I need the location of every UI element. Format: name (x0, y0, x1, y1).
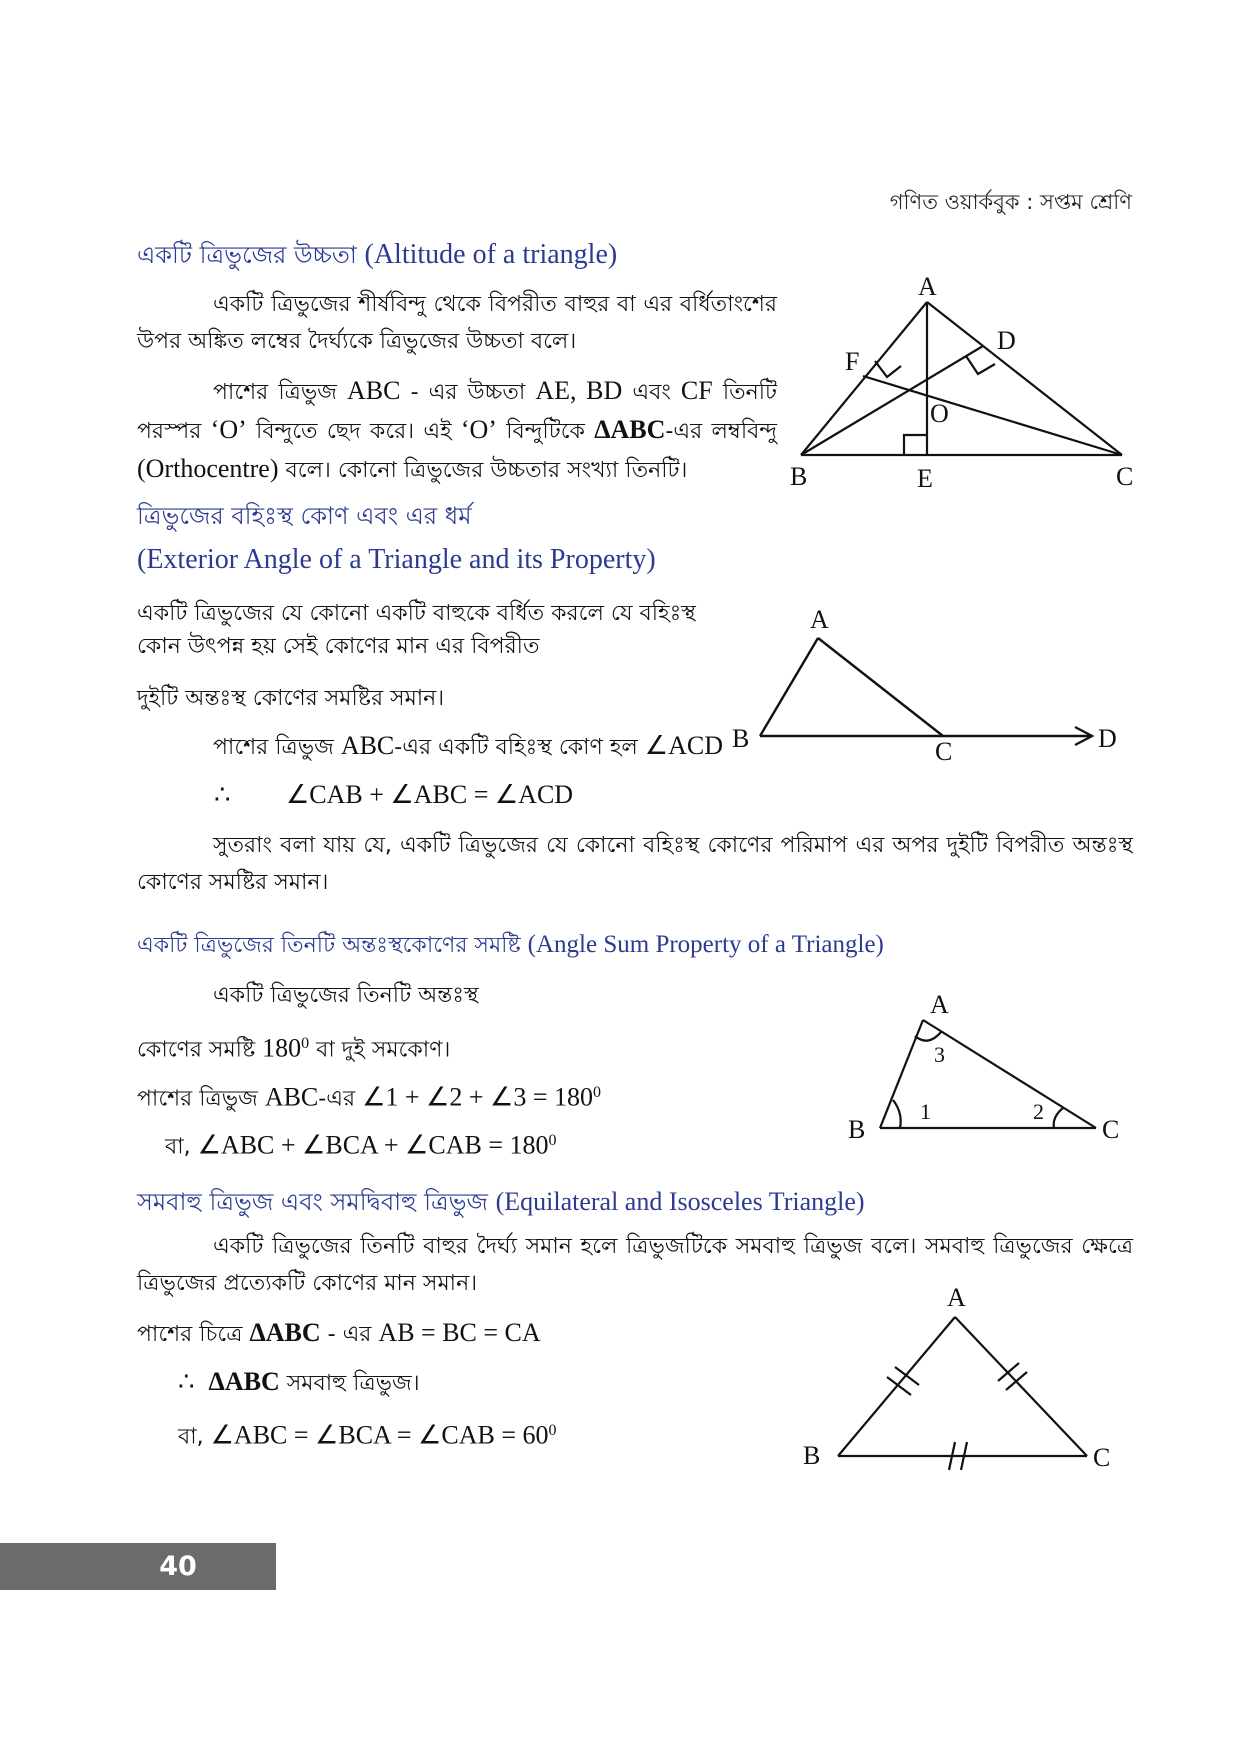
text-en: ABC (340, 731, 395, 760)
text-en: CF (680, 376, 713, 405)
text-en: ΔABC (208, 1367, 280, 1396)
text: -এর একটি বহিঃস্থ কোণ হল (394, 735, 638, 760)
angle-sum-line-4 (165, 1124, 557, 1164)
right-angle-d (966, 356, 995, 374)
side-ac (818, 638, 943, 736)
label-c: C (1116, 462, 1134, 491)
text-en: ∠ABC = ∠BCA = ∠CAB = 60 (210, 1420, 549, 1450)
text: -এর (318, 1086, 356, 1112)
text: বিন্দুতে ছেদ করে। এই (256, 419, 452, 444)
running-head: গণিত ওয়ার্কবুক : সপ্তম শ্রেণি (889, 190, 1132, 214)
text-en: ∠ACD (644, 731, 723, 760)
angle-arc-1 (893, 1100, 901, 1128)
text: এবং (632, 380, 671, 405)
label-c: C (935, 737, 953, 766)
text: বা, (178, 1424, 204, 1450)
equilateral-definition: একটি ত্রিভুজের তিনটি বাহুর দৈর্ঘ্য সমান হলে ত্রিভুজটিকে সমবাহু ত্রিভুজ বলে। সমবাহু ত্রিভুজের ক্ষেত্রে ত্রিভুজের প্রত্যেকটি কোণের মান সমান। (137, 1234, 1133, 1296)
text: বা, (165, 1134, 191, 1160)
label-a: A (810, 605, 829, 634)
exterior-line-1: একটি ত্রিভুজের যে কোনো একটি বাহুকে বর্ধিত করলে যে বহিঃস্থ (137, 601, 696, 626)
text-en: ΔABC (594, 415, 666, 444)
superscript: 0 (301, 1035, 310, 1052)
side-ac (955, 1317, 1087, 1456)
text: পাশের ত্রিভুজ (137, 1086, 258, 1112)
exterior-line-4 (213, 729, 723, 765)
label-three: 3 (934, 1042, 945, 1067)
altitude-cf (863, 376, 1122, 455)
equilateral-line-4 (178, 1414, 557, 1454)
angle-arc-2 (1054, 1108, 1063, 1128)
label-d: D (1098, 724, 1117, 753)
section-heading-altitude (137, 237, 617, 277)
heading-en: (Angle Sum Property of a Triangle) (527, 931, 884, 958)
equilateral-line-3 (178, 1365, 420, 1401)
text-en: ∠1 + ∠2 + ∠3 = 180 (362, 1082, 593, 1112)
angle-arc-3 (915, 1032, 941, 1041)
orthocentre-paragraph (137, 372, 777, 489)
label-b: B (732, 724, 750, 753)
side-ab (838, 1317, 955, 1456)
label-c: C (1102, 1115, 1120, 1144)
text-en: 180 (262, 1033, 302, 1063)
altitude-diagram (790, 270, 1150, 500)
label-a: A (918, 272, 937, 301)
label-f: F (845, 347, 860, 376)
label-e: E (917, 464, 933, 493)
label-two: 2 (1033, 1099, 1044, 1124)
section-heading-exterior-bn: ত্রিভুজের বহিঃস্থ কোণ এবং এর ধর্ম (137, 502, 472, 530)
text-en: (Orthocentre) (137, 454, 279, 483)
text: কোণের সমষ্টি (137, 1037, 256, 1063)
text: বিন্দুটিকে (506, 419, 585, 444)
label-one: 1 (920, 1099, 931, 1124)
heading-bn: সমবাহু ত্রিভুজ এবং সমদ্বিবাহু ত্রিভুজ (137, 1188, 488, 1216)
therefore-symbol: ∴ (214, 780, 231, 809)
side-ac (923, 1020, 1096, 1128)
text: পাশের চিত্রে (137, 1322, 243, 1347)
text-en: ABC (347, 376, 401, 405)
side-ab (801, 302, 927, 455)
label-a: A (930, 990, 949, 1019)
label-b: B (803, 1441, 821, 1470)
right-angle-f (875, 361, 901, 377)
therefore-symbol: ∴ (178, 1367, 195, 1396)
superscript: 0 (592, 1084, 601, 1101)
exterior-line-3: দুইটি অন্তঃস্থ কোণের সমষ্টির সমান। (137, 686, 445, 711)
text-en: ABC (264, 1082, 319, 1112)
section-heading-angle-sum (137, 928, 884, 965)
exterior-equation: ∠CAB + ∠ABC = ∠ACD (286, 780, 574, 809)
label-a: A (947, 1283, 966, 1312)
text: পাশের ত্রিভুজ (213, 735, 334, 760)
text: সমবাহু ত্রিভুজ। (286, 1371, 420, 1396)
side-ab (760, 638, 818, 736)
equilateral-line-2 (137, 1316, 541, 1352)
heading-en: (Altitude of a triangle) (364, 239, 618, 270)
heading-en: (Equilateral and Isosceles Triangle) (495, 1187, 865, 1216)
label-o: O (930, 399, 949, 428)
altitude-bd (801, 346, 983, 455)
section-heading-exterior-en: (Exterior Angle of a Triangle and its Property) (137, 544, 656, 575)
text-en: ‘O’ (460, 415, 497, 444)
label-b: B (790, 462, 808, 491)
equilateral-diagram (800, 1278, 1140, 1478)
text: তিনটি পরস্পর (137, 380, 778, 444)
label-c: C (1093, 1443, 1111, 1472)
text: বা দুই সমকোণ। (316, 1037, 451, 1063)
text: - এর উচ্চতা (410, 380, 526, 405)
exterior-conclusion: সুতরাং বলা যায় যে, একটি ত্রিভুজের যে কোনো বহিঃস্থ কোণের পরিমাপ এর অপর দুইটি বিপরীত অন্তঃস্থ কোণের সমষ্টির সমান। (137, 833, 1133, 895)
text-en: ΔABC (249, 1318, 321, 1347)
text-en: AE, BD (535, 376, 623, 405)
text: পাশের ত্রিভুজ (213, 380, 337, 405)
angle-sum-line-1: একটি ত্রিভুজের তিনটি অন্তঃস্থ (213, 983, 479, 1008)
heading-bn: একটি ত্রিভুজের তিনটি অন্তঃস্থকোণের সমষ্টি (137, 933, 521, 958)
angle-sum-line-3 (137, 1076, 601, 1116)
text-en: AB = BC = CA (378, 1318, 541, 1347)
superscript: 0 (548, 1422, 557, 1439)
label-b: B (848, 1115, 866, 1144)
angle-sum-line-2 (137, 1027, 450, 1067)
text: বলে। কোনো ত্রিভুজের উচ্চতার সংখ্যা তিনটি। (285, 458, 688, 483)
text-en: ‘O’ (210, 415, 247, 444)
exterior-line-2: কোন উৎপন্ন হয় সেই কোণের মান এর বিপরীত (137, 634, 540, 659)
text-en: ∠ABC + ∠BCA + ∠CAB = 180 (197, 1130, 549, 1160)
exterior-angle-diagram (730, 600, 1140, 770)
page-number: 40 (159, 1551, 197, 1582)
superscript: 0 (548, 1132, 557, 1149)
altitude-definition: একটি ত্রিভুজের শীর্ষবিন্দু থেকে বিপরীত বাহুর বা এর বর্ধিতাংশের উপর অঙ্কিত লম্বের দৈর্ঘ্যকে ত্রিভুজের উচ্চতা বলে। (137, 292, 777, 354)
heading-bn: একটি ত্রিভুজের উচ্চতা (137, 241, 357, 269)
section-heading-equilateral (137, 1184, 865, 1224)
text: -এর লম্ববিন্দু (665, 419, 778, 444)
right-angle-e (904, 435, 927, 455)
text: - এর (327, 1322, 372, 1347)
angle-sum-diagram (840, 985, 1140, 1145)
label-d: D (997, 326, 1016, 355)
side-ac (927, 302, 1122, 455)
